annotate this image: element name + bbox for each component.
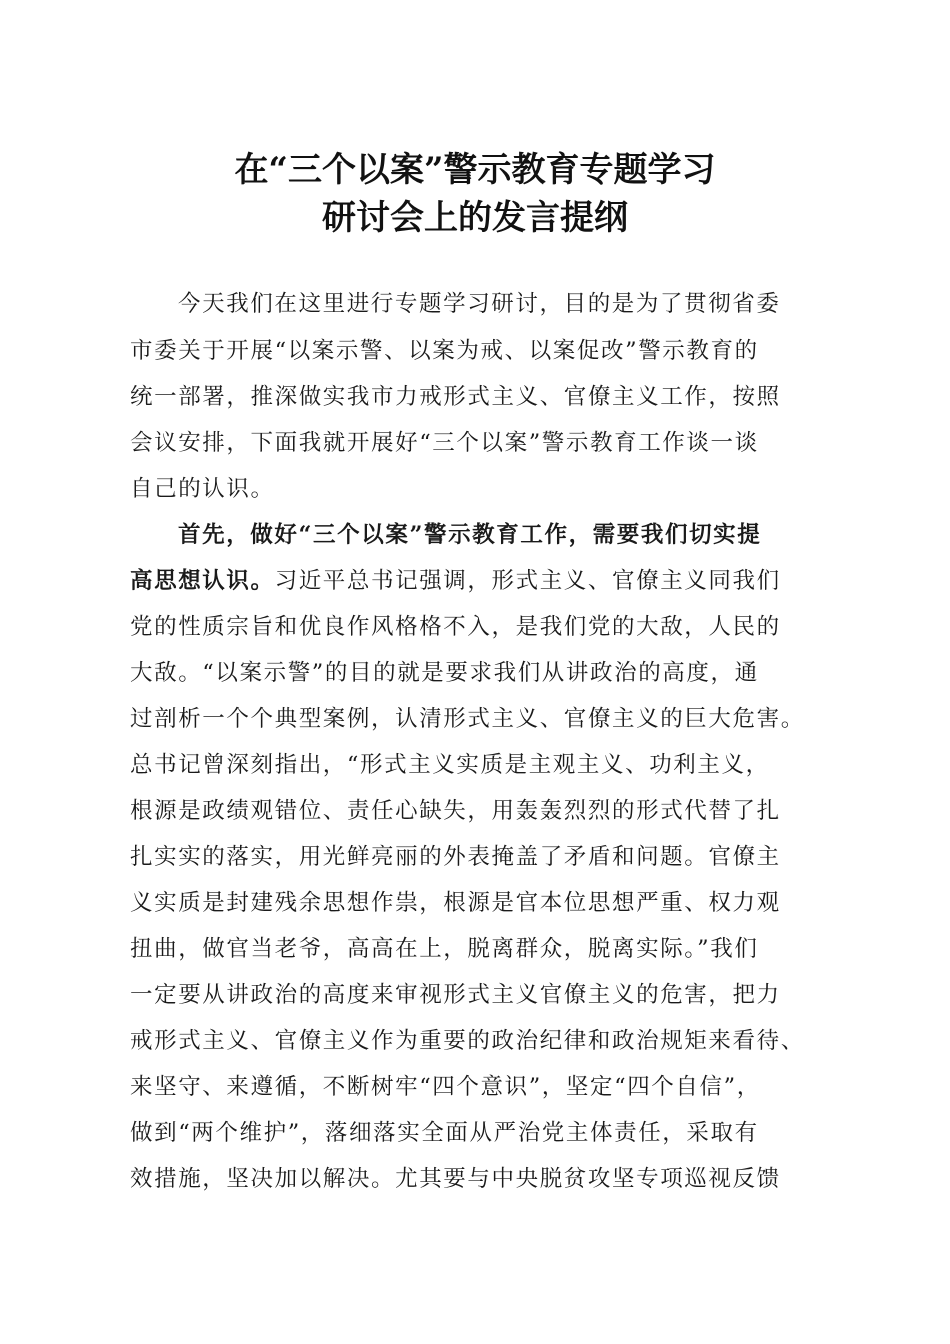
paragraph-2-line: 过剖析一个个典型案例，认清形式主义、官僚主义的巨大危害。 [130,706,805,732]
paragraph-2-lead-line: 首先，做好“三个以案”警示教育工作，需要我们切实提 [178,522,762,548]
paragraph-2-line: 来坚守、来遵循，不断树牢“四个意识”，坚定“四个自信”， [130,1074,761,1100]
paragraph-1-line: 今天我们在这里进行专题学习研讨，目的是为了贯彻省委 [178,291,781,317]
paragraph-2-line: 扎实实的落实，用光鲜亮丽的外表掩盖了矛盾和问题。官僚主 [130,844,781,870]
paragraph-2-line: 根源是政绩观错位、责任心缺失，用轰轰烈烈的形式代替了扎 [130,798,781,824]
paragraph-1-line: 会议安排，下面我就开展好“三个以案”警示教育工作谈一谈 [130,430,759,456]
paragraph-2-line: 一定要从讲政治的高度来审视形式主义官僚主义的危害，把力 [130,982,781,1008]
paragraph-2-lead-end: 高思想认识。 [130,568,275,594]
paragraph-2-line: 效措施，坚决加以解决。尤其要与中央脱贫攻坚专项巡视反馈 [130,1166,781,1192]
paragraph-2-line: 义实质是封建残余思想作祟，根源是官本位思想严重、权力观 [130,890,781,916]
paragraph-1-line: 自己的认识。 [130,476,275,502]
paragraph-2-line: 做到“两个维护”，落细落实全面从严治党主体责任，采取有 [130,1120,759,1146]
paragraph-2-line: 总书记曾深刻指出，“形式主义实质是主观主义、功利主义， [130,752,770,778]
paragraph-2-line: 大敌。“以案示警”的目的就是要求我们从讲政治的高度，通 [130,660,759,686]
paragraph-1-line: 市委关于开展“以案示警、以案为戒、以案促改”警示教育的 [130,338,759,364]
paragraph-2-line [130,566,830,596]
document-title-line-2: 研讨会上的发言提纲 [322,198,628,238]
paragraph-2-line: 戒形式主义、官僚主义作为重要的政治纪律和政治规矩来看待、 [130,1028,805,1054]
paragraph-2-line: 扭曲，做官当老爷，高高在上，脱离群众，脱离实际。”我们 [130,936,759,962]
paragraph-2-line: 党的性质宗旨和优良作风格格不入，是我们党的大敌，人民的 [130,614,781,640]
paragraph-2-line-rest: 习近平总书记强调，形式主义、官僚主义同我们 [274,568,781,594]
paragraph-1-line: 统一部署，推深做实我市力戒形式主义、官僚主义工作，按照 [130,384,781,410]
document-title-line-1: 在“三个以案”警示教育专题学习 [234,150,716,190]
